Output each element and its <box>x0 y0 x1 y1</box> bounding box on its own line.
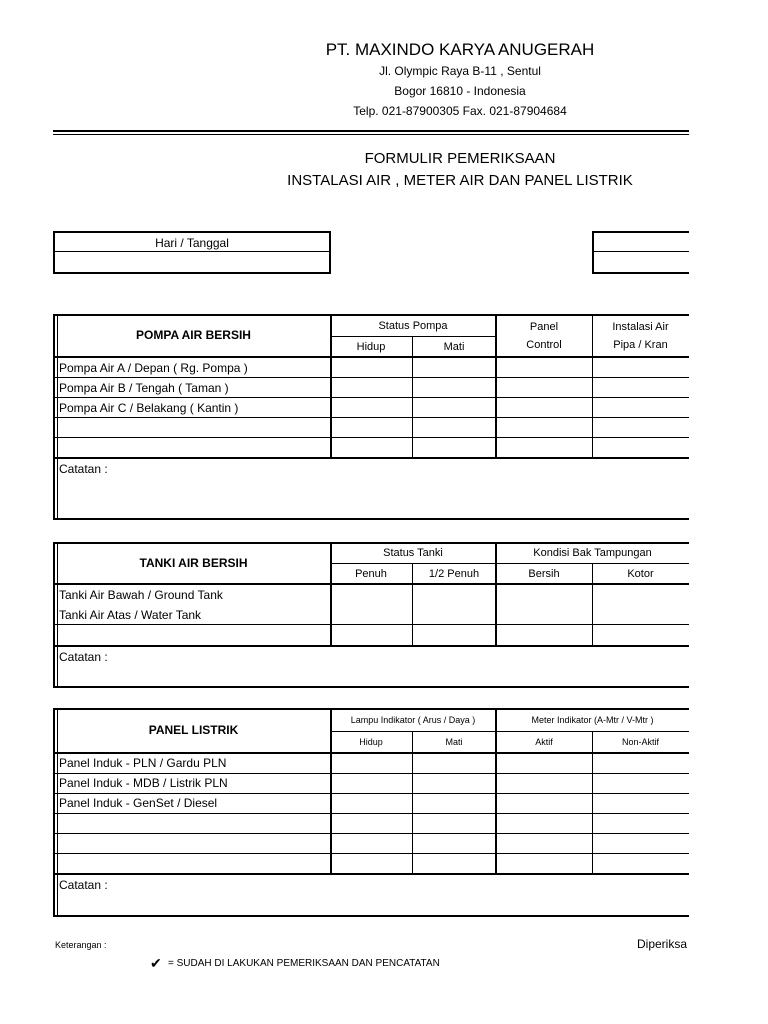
signature-box-divider <box>592 251 689 252</box>
panel-row-line <box>53 853 689 854</box>
company-address-2: Bogor 16810 - Indonesia <box>394 84 526 98</box>
panel-nonaktif: Non-Aktif <box>621 737 659 747</box>
header-rule-bottom <box>53 134 689 135</box>
pompa-hidup: Hidup <box>356 341 386 353</box>
tanki-title: TANKI AIR BERSIH <box>139 556 248 570</box>
pompa-row-a: Pompa Air A / Depan ( Rg. Pompa ) <box>59 361 248 375</box>
pompa-row-b: Pompa Air B / Tengah ( Taman ) <box>59 381 229 395</box>
pompa-row-line <box>53 377 689 378</box>
panel-aktif: Aktif <box>535 737 553 747</box>
pompa-row-line <box>53 437 689 438</box>
pompa-instalasi-2: Pipa / Kran <box>613 339 668 351</box>
tanki-penuh: Penuh <box>355 568 387 580</box>
diperiksa-label: Diperiksa <box>637 937 688 951</box>
panel-row-line <box>53 833 689 834</box>
signature-box <box>592 231 689 274</box>
pompa-row-c: Pompa Air C / Belakang ( Kantin ) <box>59 401 239 415</box>
panel-hidup: Hidup <box>359 737 383 747</box>
panel-meter-header: Meter Indikator (A-Mtr / V-Mtr ) <box>531 715 654 725</box>
panel-row-line <box>53 773 689 774</box>
tanki-row-atas: Tanki Air Atas / Water Tank <box>59 608 202 622</box>
tanki-kondisi-header: Kondisi Bak Tampungan <box>533 547 652 559</box>
date-box-divider <box>53 251 331 252</box>
panel-header-line <box>53 752 689 754</box>
pompa-panel-2: Control <box>526 339 562 351</box>
panel-subheader-line <box>330 731 689 732</box>
tanki-bersih: Bersih <box>528 568 560 580</box>
panel-row-mdb: Panel Induk - MDB / Listrik PLN <box>59 776 228 790</box>
company-name: PT. MAXINDO KARYA ANUGERAH <box>325 40 595 59</box>
tanki-half: 1/2 Penuh <box>428 568 480 580</box>
panel-mati: Mati <box>445 737 463 747</box>
header-rule-top <box>53 130 689 132</box>
panel-row-genset: Panel Induk - GenSet / Diesel <box>59 796 218 810</box>
form-title-2: INSTALASI AIR , METER AIR DAN PANEL LISTRIK <box>287 172 633 189</box>
pompa-row-line <box>53 417 689 418</box>
date-label: Hari / Tanggal <box>155 236 229 250</box>
panel-notes-label: Catatan : <box>59 878 108 892</box>
legend-text: = SUDAH DI LAKUKAN PEMERIKSAAN DAN PENCATATAN <box>168 958 440 969</box>
pompa-panel-1: Panel <box>529 321 559 333</box>
check-icon: ✔ <box>150 955 162 971</box>
panel-row-line <box>53 793 689 794</box>
pompa-status-header: Status Pompa <box>378 320 448 332</box>
tanki-row-line <box>53 624 689 625</box>
keterangan-label: Keterangan : <box>55 940 107 950</box>
form-title-1: FORMULIR PEMERIKSAAN <box>364 150 556 167</box>
tanki-notes-line <box>53 645 689 647</box>
pompa-row-line <box>53 397 689 398</box>
company-address-1: Jl. Olympic Raya B-11 , Sentul <box>379 64 541 78</box>
panel-lampu-header: Lampu Indikator ( Arus / Daya ) <box>350 715 476 725</box>
tanki-status-header: Status Tanki <box>383 547 443 559</box>
pompa-mati: Mati <box>443 341 465 353</box>
panel-row-pln: Panel Induk - PLN / Gardu PLN <box>59 756 227 770</box>
pompa-notes-label: Catatan : <box>59 462 108 476</box>
pompa-subheader-line <box>330 336 496 337</box>
tanki-row-bawah: Tanki Air Bawah / Ground Tank <box>59 588 223 602</box>
pompa-header-line <box>53 356 689 358</box>
tanki-notes-label: Catatan : <box>59 650 108 664</box>
panel-row-line <box>53 813 689 814</box>
tanki-header-line <box>53 583 689 585</box>
pompa-title: POMPA AIR BERSIH <box>136 328 251 342</box>
pompa-notes-line <box>53 457 689 459</box>
company-phone: Telp. 021-87900305 Fax. 021-87904684 <box>353 104 567 118</box>
date-value-field[interactable] <box>60 254 320 272</box>
tanki-subheader-line <box>330 563 689 564</box>
pompa-instalasi-1: Instalasi Air <box>612 321 669 333</box>
panel-title: PANEL LISTRIK <box>148 723 239 737</box>
panel-notes-line <box>53 873 689 875</box>
tanki-kotor: Kotor <box>627 568 654 580</box>
